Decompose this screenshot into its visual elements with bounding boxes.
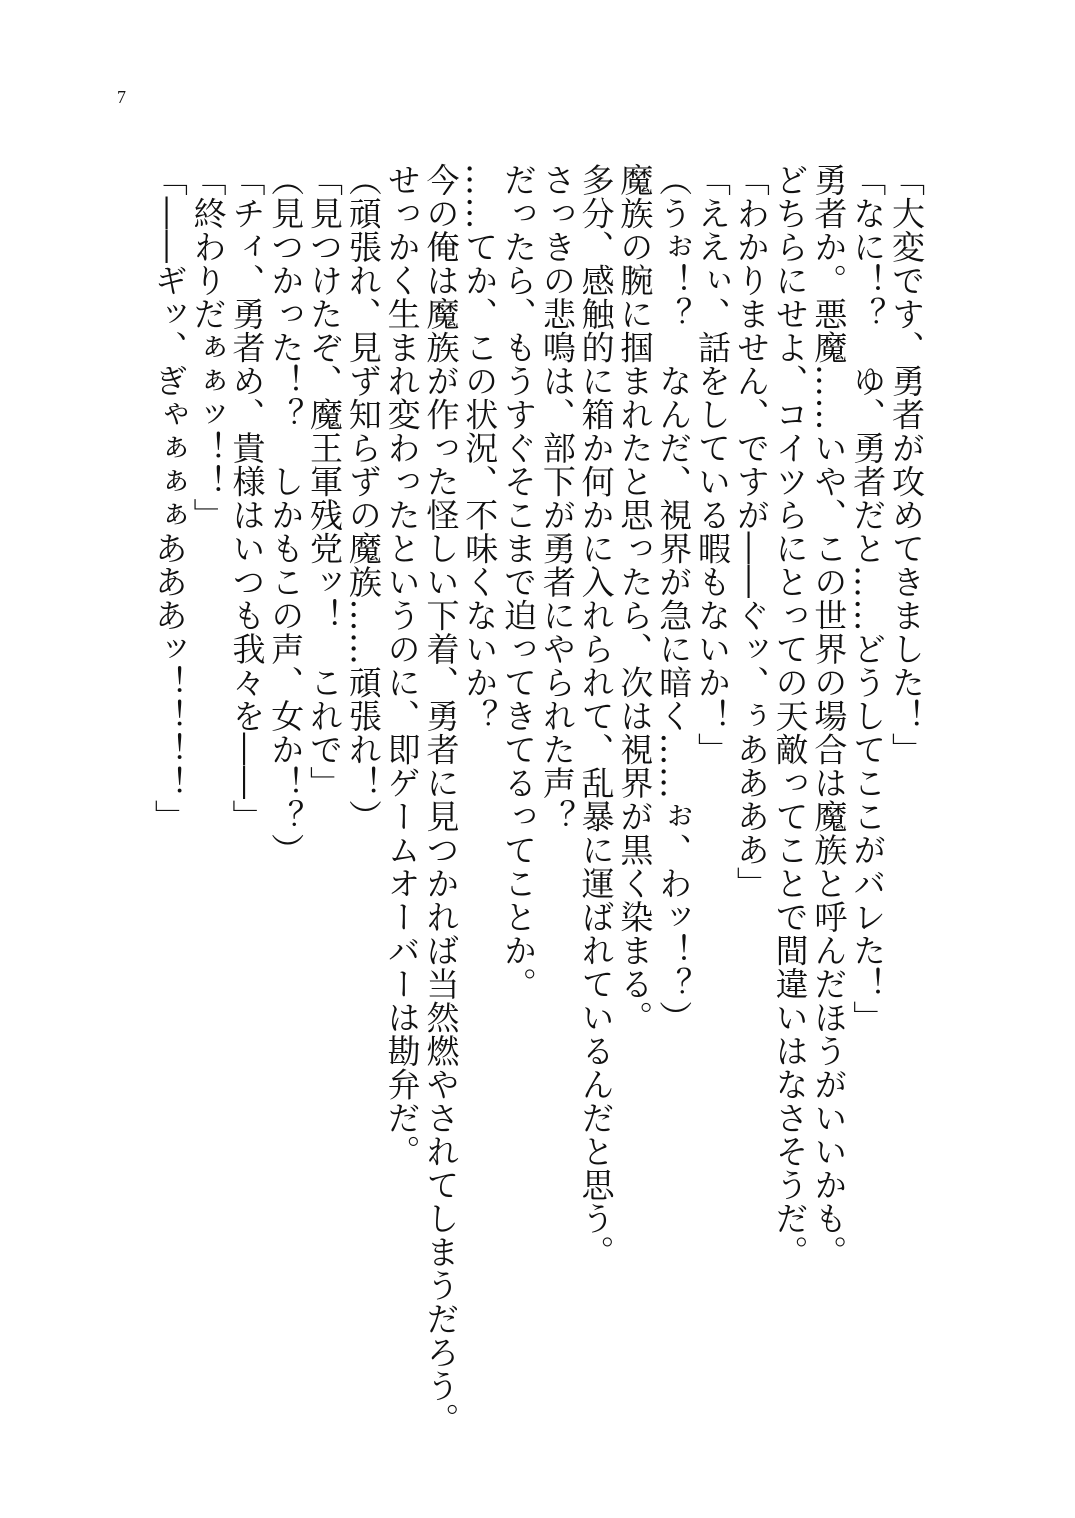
page-number: 7: [117, 87, 126, 107]
text-line: 「――ギッ、ぎゃぁぁぁあああッ！！！！」: [149, 163, 189, 833]
text-line: 多分、感触的に箱か何かに入れられて、乱暴に運ばれているんだと思う。: [576, 163, 616, 1269]
text-line: 魔族の腕に掴まれたと思ったら、次は視界が黒く染まる。: [615, 163, 655, 1034]
text-line: （うぉ！？ なんだ、視界が急に暗く……ぉ、わッ！？）: [654, 163, 694, 1034]
text-line: せっかく生まれ変わったというのに、即ゲームオーバーは勘弁だ。: [382, 163, 422, 1168]
text-line: ……てか、この状況、不味くないか？: [460, 163, 500, 733]
text-line: 「見つけたぞ、魔王軍残党ッ！ これで」: [305, 163, 345, 800]
text-line: （頑張れ、見ず知らずの魔族……頑張れ！）: [343, 163, 383, 833]
text-line: 「ええぃ、話をしている暇もないか！」: [693, 163, 733, 766]
text-line: 「なに！？ ゆ、勇者だと……どうしてここがバレた！」: [848, 163, 888, 1034]
text-line: （見つかった！？ しかもこの声、女か！？）: [266, 163, 306, 867]
text-line: 「チィ、勇者め、貴様はいつも我々を――」: [227, 163, 267, 833]
text-line: 今の俺は魔族が作った怪しい下着、勇者に見つかれば当然燃やされてしまうだろう。: [421, 163, 461, 1436]
text-line: どちらにせよ、コイツらにとっての天敵ってことで間違いはなさそうだ。: [770, 163, 810, 1269]
text-line: 「わかりません、ですが――ぐッ、ぅああああ」: [731, 163, 771, 900]
text-line: 勇者か。悪魔……いや、この世界の場合は魔族と呼んだほうがいいかも。: [809, 163, 849, 1269]
text-line: 「大変です、勇者が攻めてきました！」: [887, 163, 926, 766]
text-line: だったら、もうすぐそこまで迫ってきてるってことか。: [499, 163, 539, 1001]
body-text: [149, 163, 926, 1436]
text-line: 「終わりだぁぁッ！！」: [188, 163, 228, 532]
text-line: さっきの悲鳴は、部下が勇者にやられた声？: [537, 163, 577, 833]
